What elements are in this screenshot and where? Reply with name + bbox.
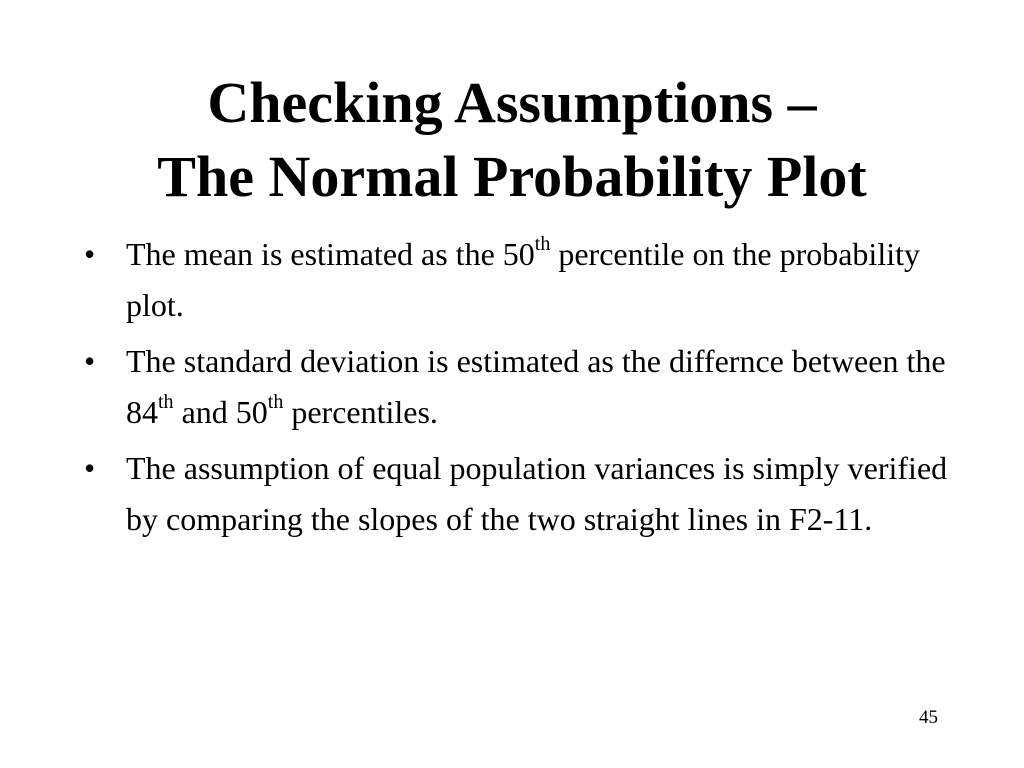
bullet-marker: •	[84, 343, 96, 379]
bullet-list	[84, 229, 964, 550]
superscript-ordinal: th	[534, 233, 551, 256]
bullet-item-equal-variances	[84, 443, 964, 545]
bullet-text: The standard deviation is estimated as the differnce between the 84	[126, 343, 946, 430]
title-line-2: The Normal Probability Plot	[157, 144, 867, 209]
title-line-1: Checking Assumptions –	[207, 70, 817, 135]
slide-title	[0, 66, 1024, 214]
page-number: 45	[919, 707, 938, 728]
superscript-ordinal: th	[158, 391, 174, 414]
bullet-marker: •	[84, 450, 96, 486]
bullet-marker: •	[84, 236, 96, 272]
bullet-text: The mean is estimated as the 50	[126, 236, 535, 272]
bullet-item-standard-deviation	[84, 336, 964, 438]
bullet-text: The assumption of equal population variances is simply verified by comparing the slopes of the two straight lines in F2-11.	[126, 450, 948, 537]
superscript-ordinal: th	[267, 391, 284, 414]
bullet-text: percentile on the probability plot.	[126, 236, 920, 323]
bullet-item-mean	[84, 229, 964, 331]
bullet-text: percentiles.	[283, 394, 438, 430]
bullet-text: and 50	[173, 394, 268, 430]
